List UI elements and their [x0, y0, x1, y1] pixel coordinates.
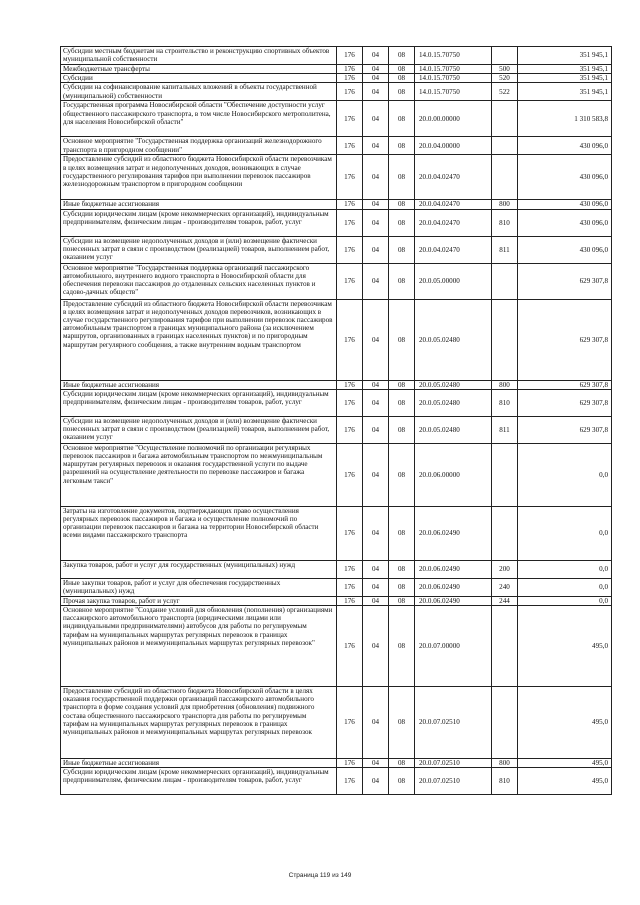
row-grbs-code: 176 — [337, 578, 363, 596]
row-section-code: 04 — [363, 155, 389, 200]
row-grbs-code: 176 — [337, 299, 363, 380]
row-amount: 430 096,0 — [518, 209, 612, 236]
table-row — [61, 389, 612, 416]
table-row — [61, 606, 612, 687]
row-section-code: 04 — [363, 299, 389, 380]
row-name: Закупка товаров, работ и услуг для государственных (муниципальных) нужд — [61, 560, 337, 578]
row-expense-type — [492, 443, 518, 506]
row-grbs-code: 176 — [337, 759, 363, 768]
row-target-article: 20.0.07.00000 — [415, 606, 492, 687]
row-amount: 629 307,8 — [518, 263, 612, 299]
row-target-article: 20.0.06.00000 — [415, 443, 492, 506]
row-target-article: 14.0.15.70750 — [415, 47, 492, 65]
row-name: Прочая закупка товаров, работ и услуг — [61, 596, 337, 605]
row-grbs-code: 176 — [337, 506, 363, 560]
table-row — [61, 236, 612, 263]
row-expense-type: 240 — [492, 578, 518, 596]
row-name: Основное мероприятие "Государственная поддержка организаций пассажирского автомобильного, внутреннего водного транспорта в Новосибирской области для обеспечения перевозки пассажиров до отдаленных сельских населенных пунктов и садово-дачных обществ" — [61, 263, 337, 299]
row-target-article: 20.0.07.02510 — [415, 687, 492, 759]
row-expense-type: 520 — [492, 74, 518, 83]
row-amount: 629 307,8 — [518, 380, 612, 389]
row-target-article: 20.0.05.02480 — [415, 299, 492, 380]
row-amount: 351 945,1 — [518, 83, 612, 101]
table-row — [61, 578, 612, 596]
row-subsection-code: 08 — [389, 47, 415, 65]
row-expense-type: 522 — [492, 83, 518, 101]
row-grbs-code: 176 — [337, 137, 363, 155]
row-amount: 0,0 — [518, 596, 612, 605]
row-section-code: 04 — [363, 47, 389, 65]
table-row — [61, 137, 612, 155]
table-row — [61, 596, 612, 605]
row-section-code: 04 — [363, 74, 389, 83]
row-subsection-code: 08 — [389, 596, 415, 605]
row-subsection-code: 08 — [389, 263, 415, 299]
row-target-article: 20.0.04.02470 — [415, 236, 492, 263]
row-section-code: 04 — [363, 137, 389, 155]
row-amount: 0,0 — [518, 506, 612, 560]
row-target-article: 20.0.05.02480 — [415, 389, 492, 416]
row-target-article: 20.0.04.02470 — [415, 200, 492, 209]
row-section-code: 04 — [363, 236, 389, 263]
row-section-code: 04 — [363, 200, 389, 209]
row-section-code: 04 — [363, 560, 389, 578]
row-subsection-code: 08 — [389, 65, 415, 74]
row-subsection-code: 08 — [389, 200, 415, 209]
row-name: Иные закупки товаров, работ и услуг для обеспечения государственных (муниципальных) нужд — [61, 578, 337, 596]
row-grbs-code: 176 — [337, 768, 363, 795]
row-grbs-code: 176 — [337, 155, 363, 200]
row-expense-type — [492, 47, 518, 65]
table-row — [61, 83, 612, 101]
table-body — [61, 47, 612, 795]
row-subsection-code: 08 — [389, 209, 415, 236]
row-subsection-code: 08 — [389, 74, 415, 83]
row-section-code: 04 — [363, 596, 389, 605]
row-name: Субсидии — [61, 74, 337, 83]
row-section-code: 04 — [363, 416, 389, 443]
row-subsection-code: 08 — [389, 236, 415, 263]
row-subsection-code: 08 — [389, 83, 415, 101]
row-grbs-code: 176 — [337, 74, 363, 83]
row-expense-type — [492, 606, 518, 687]
row-grbs-code: 176 — [337, 606, 363, 687]
row-name: Межбюджетные трансферты — [61, 65, 337, 74]
row-grbs-code: 176 — [337, 263, 363, 299]
row-expense-type — [492, 155, 518, 200]
row-name: Субсидии на возмещение недополученных доходов и (или) возмещение фактически понесенных затрат в связи с производством (реализацией) товаров, выполнением работ, оказанием услуг — [61, 236, 337, 263]
table-row — [61, 443, 612, 506]
row-target-article: 20.0.00.00000 — [415, 101, 492, 137]
row-target-article: 14.0.15.70750 — [415, 65, 492, 74]
row-target-article: 14.0.15.70750 — [415, 74, 492, 83]
table-row — [61, 768, 612, 795]
row-name: Основное мероприятие "Создание условий для обновления (пополнения) организациями пассажирского автомобильного транспорта (юридическими лицами или индивидуальными предпринимателями) автобусов для работы по регулируемым тарифам на муниципальных маршрутах регулярных перевозок в границах муниципальных районов и межмуниципальных маршрутах регулярных перевозок" — [61, 606, 337, 687]
row-section-code: 04 — [363, 209, 389, 236]
row-target-article: 14.0.15.70750 — [415, 83, 492, 101]
row-target-article: 20.0.07.02510 — [415, 759, 492, 768]
row-expense-type — [492, 263, 518, 299]
row-section-code: 04 — [363, 380, 389, 389]
row-name: Субсидии местным бюджетам на строительство и реконструкцию спортивных объектов муниципальной собственности — [61, 47, 337, 65]
table-row — [61, 380, 612, 389]
row-section-code: 04 — [363, 506, 389, 560]
row-expense-type: 800 — [492, 200, 518, 209]
row-target-article: 20.0.04.02470 — [415, 155, 492, 200]
row-target-article: 20.0.04.00000 — [415, 137, 492, 155]
row-section-code: 04 — [363, 263, 389, 299]
row-name: Иные бюджетные ассигнования — [61, 200, 337, 209]
row-target-article: 20.0.05.02480 — [415, 416, 492, 443]
row-target-article: 20.0.05.00000 — [415, 263, 492, 299]
row-amount: 495,0 — [518, 759, 612, 768]
row-name: Субсидии юридическим лицам (кроме некоммерческих организаций), индивидуальным предпринимателям, физическим лицам - производителям товаров, работ, услуг — [61, 389, 337, 416]
row-amount: 1 310 583,8 — [518, 101, 612, 137]
row-section-code: 04 — [363, 578, 389, 596]
table-row — [61, 416, 612, 443]
row-subsection-code: 08 — [389, 137, 415, 155]
row-expense-type — [492, 687, 518, 759]
row-grbs-code: 176 — [337, 209, 363, 236]
row-section-code: 04 — [363, 759, 389, 768]
row-target-article: 20.0.06.02490 — [415, 596, 492, 605]
row-amount: 0,0 — [518, 560, 612, 578]
row-expense-type: 811 — [492, 416, 518, 443]
table-row — [61, 506, 612, 560]
row-subsection-code: 08 — [389, 389, 415, 416]
row-name: Основное мероприятие "Государственная поддержка организаций железнодорожного транспорта в пригородном сообщении" — [61, 137, 337, 155]
row-grbs-code: 176 — [337, 200, 363, 209]
page-footer: Страница 119 из 149 — [288, 872, 352, 879]
row-expense-type: 810 — [492, 209, 518, 236]
row-section-code: 04 — [363, 687, 389, 759]
row-amount: 495,0 — [518, 687, 612, 759]
row-amount: 0,0 — [518, 443, 612, 506]
row-grbs-code: 176 — [337, 560, 363, 578]
row-section-code: 04 — [363, 606, 389, 687]
row-expense-type: 800 — [492, 380, 518, 389]
row-amount: 351 945,1 — [518, 47, 612, 65]
row-grbs-code: 176 — [337, 101, 363, 137]
row-expense-type: 810 — [492, 768, 518, 795]
row-name: Иные бюджетные ассигнования — [61, 759, 337, 768]
row-expense-type: 500 — [492, 65, 518, 74]
row-grbs-code: 176 — [337, 687, 363, 759]
row-grbs-code: 176 — [337, 380, 363, 389]
table-row — [61, 560, 612, 578]
table-row — [61, 101, 612, 137]
row-expense-type — [492, 101, 518, 137]
row-section-code: 04 — [363, 768, 389, 795]
row-subsection-code: 08 — [389, 155, 415, 200]
row-name: Предоставление субсидий из областного бюджета Новосибирской области в целях оказания государственной поддержки организаций пассажирского автомобильного транспорта в форме создания условий для приобретения (обновления) подвижного состава общественного пассажирского транспорта для работы по регулируемым тарифам на муниципальных маршрутах регулярных перевозок в границах муниципальных районов и межмуниципальных маршрутах регулярных перевозок — [61, 687, 337, 759]
row-grbs-code: 176 — [337, 389, 363, 416]
row-subsection-code: 08 — [389, 506, 415, 560]
row-name: Основное мероприятие "Осуществление полномочий по организации регулярных перевозок пассажиров и багажа автомобильным транспортом по межмуниципальным маршрутам регулярных перевозок и оказания государственной услуги по выдаче разрешений на осуществление деятельности по перевозке пассажиров и багажа легковым такси" — [61, 443, 337, 506]
budget-table — [60, 46, 612, 795]
row-amount: 351 945,1 — [518, 74, 612, 83]
row-amount: 495,0 — [518, 606, 612, 687]
row-subsection-code: 08 — [389, 443, 415, 506]
row-target-article: 20.0.06.02490 — [415, 560, 492, 578]
row-subsection-code: 08 — [389, 380, 415, 389]
row-expense-type: 810 — [492, 389, 518, 416]
row-name: Предоставление субсидий из областного бюджета Новосибирской области перевозчикам в целях возмещения затрат и недополученных доходов перевозчиков, возникающих в случае государственного регулирования тарифов при выполнении перевозок пассажиров автомобильным транспортом в границах муниципального района (за исключением маршрутов, организованных в границах населенных пунктов) и по пригородным маршрутам регулярного сообщения, а также внутренним водным транспортом — [61, 299, 337, 380]
row-amount: 351 945,1 — [518, 65, 612, 74]
row-subsection-code: 08 — [389, 578, 415, 596]
row-name: Субсидии на возмещение недополученных доходов и (или) возмещение фактически понесенных затрат в связи с производством (реализацией) товаров, выполнением работ, оказанием услуг — [61, 416, 337, 443]
row-amount: 430 096,0 — [518, 236, 612, 263]
row-name: Субсидии юридическим лицам (кроме некоммерческих организаций), индивидуальным предпринимателям, физическим лицам - производителям товаров, работ, услуг — [61, 209, 337, 236]
row-grbs-code: 176 — [337, 47, 363, 65]
row-expense-type: 200 — [492, 560, 518, 578]
row-subsection-code: 08 — [389, 101, 415, 137]
row-name: Иные бюджетные ассигнования — [61, 380, 337, 389]
row-amount: 495,0 — [518, 768, 612, 795]
table-row — [61, 155, 612, 200]
row-subsection-code: 08 — [389, 560, 415, 578]
row-grbs-code: 176 — [337, 416, 363, 443]
table-row — [61, 74, 612, 83]
row-name: Субсидии юридическим лицам (кроме некоммерческих организаций), индивидуальным предпринимателям, физическим лицам - производителям товаров, работ, услуг — [61, 768, 337, 795]
table-row — [61, 65, 612, 74]
row-target-article: 20.0.06.02490 — [415, 506, 492, 560]
row-section-code: 04 — [363, 83, 389, 101]
row-name: Субсидии на софинансирование капитальных вложений в объекты государственной (муниципальной) собственности — [61, 83, 337, 101]
row-amount: 629 307,8 — [518, 299, 612, 380]
table-row — [61, 209, 612, 236]
row-amount: 629 307,8 — [518, 389, 612, 416]
row-target-article: 20.0.07.02510 — [415, 768, 492, 795]
row-subsection-code: 08 — [389, 606, 415, 687]
table-row — [61, 759, 612, 768]
row-grbs-code: 176 — [337, 236, 363, 263]
row-subsection-code: 08 — [389, 768, 415, 795]
row-expense-type: 811 — [492, 236, 518, 263]
row-subsection-code: 08 — [389, 299, 415, 380]
row-amount: 430 096,0 — [518, 200, 612, 209]
row-amount: 430 096,0 — [518, 155, 612, 200]
row-name: Затраты на изготовление документов, подтверждающих право осуществления регулярных перевозок пассажиров и багажа и осуществление полномочий по организации перевозок пассажиров и багажа на территории Новосибирской области всеми видами пассажирского транспорта — [61, 506, 337, 560]
row-expense-type — [492, 299, 518, 380]
row-amount: 629 307,8 — [518, 416, 612, 443]
table-row — [61, 687, 612, 759]
table-row — [61, 299, 612, 380]
row-grbs-code: 176 — [337, 443, 363, 506]
row-subsection-code: 08 — [389, 687, 415, 759]
row-target-article: 20.0.06.02490 — [415, 578, 492, 596]
row-grbs-code: 176 — [337, 596, 363, 605]
row-section-code: 04 — [363, 389, 389, 416]
row-amount: 0,0 — [518, 578, 612, 596]
table-row — [61, 47, 612, 65]
row-expense-type: 800 — [492, 759, 518, 768]
table-row — [61, 263, 612, 299]
row-grbs-code: 176 — [337, 65, 363, 74]
row-name: Предоставление субсидий из областного бюджета Новосибирской области перевозчикам в целях возмещения затрат и недополученных доходов, возникающих в случае государственного регулирования тарифов при выполнении перевозок пассажиров железнодорожным транспортом в пригородном сообщении — [61, 155, 337, 200]
row-amount: 430 096,0 — [518, 137, 612, 155]
row-subsection-code: 08 — [389, 416, 415, 443]
row-section-code: 04 — [363, 65, 389, 74]
row-expense-type — [492, 137, 518, 155]
row-name: Государственная программа Новосибирской области "Обеспечение доступности услуг общественного пассажирского транспорта, в том числе Новосибирского метрополитена, для населения Новосибирской области" — [61, 101, 337, 137]
row-section-code: 04 — [363, 443, 389, 506]
row-section-code: 04 — [363, 101, 389, 137]
row-expense-type — [492, 506, 518, 560]
row-expense-type: 244 — [492, 596, 518, 605]
row-target-article: 20.0.05.02480 — [415, 380, 492, 389]
table-row — [61, 200, 612, 209]
budget-table-sheet — [60, 46, 611, 795]
row-target-article: 20.0.04.02470 — [415, 209, 492, 236]
row-grbs-code: 176 — [337, 83, 363, 101]
row-subsection-code: 08 — [389, 759, 415, 768]
